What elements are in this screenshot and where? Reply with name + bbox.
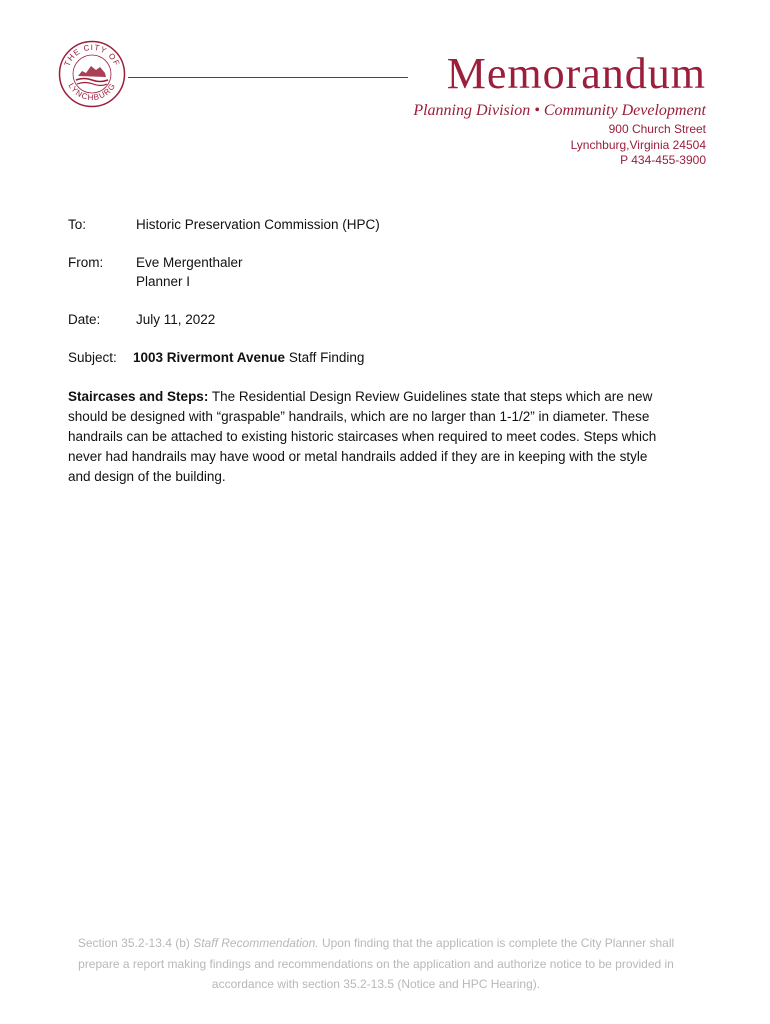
to-value: Historic Preservation Commission (HPC) — [136, 217, 380, 232]
footer-note — [64, 933, 688, 995]
subject-value — [133, 348, 364, 367]
paragraph-text: The Residential Design Review Guidelines state that steps which are new should be designed with “graspable” handrails, which are no larger than 1-1/2” in diameter. These handrails can be attached to existing historic staircases when required to meet codes. Steps which never had handrails may have wood or metal handrails added if they are in keeping with the style and design of the building. — [68, 389, 657, 484]
svg-text:THE CITY OF: THE CITY OF — [62, 42, 122, 68]
date-value: July 11, 2022 — [136, 312, 216, 327]
phone-number: P 434-455-3900 — [620, 153, 706, 167]
from-value — [136, 253, 243, 291]
address-block — [571, 122, 706, 169]
from-name: Eve Mergenthaler — [136, 255, 243, 270]
subject-rest: Staff Finding — [285, 350, 365, 365]
to-label: To: — [68, 217, 87, 232]
city-seal-logo — [58, 40, 126, 108]
division-subtitle: Planning Division • Community Development — [413, 102, 706, 119]
street-address: 900 Church Street — [608, 122, 706, 136]
memo-title: Memorandum — [446, 49, 706, 98]
footer-section-ref: Section 35.2-13.4 (b) — [77, 936, 194, 950]
staff-finding-paragraph — [68, 387, 668, 487]
svg-text:LYNCHBURG: LYNCHBURG — [66, 81, 118, 103]
subject-label: Subject: — [68, 350, 117, 365]
city-state-zip: Lynchburg,Virginia 24504 — [570, 137, 706, 152]
subject-address: 1003 Rivermont Avenue — [133, 350, 286, 365]
footer-text: Upon finding that the application is complete the City Planner shall prepare a report making findings and recommendations on the application and authorize notice to be provided in accordance with section 35.2-13.5 (Notice and HPC Hearing). — [78, 936, 675, 991]
date-label: Date: — [68, 312, 101, 327]
from-label: From: — [68, 255, 104, 270]
header-divider-line — [128, 77, 408, 78]
from-title: Planner I — [136, 274, 191, 289]
footer-italic: Staff Recommendation. — [193, 936, 319, 950]
paragraph-heading: Staircases and Steps: — [68, 389, 209, 404]
